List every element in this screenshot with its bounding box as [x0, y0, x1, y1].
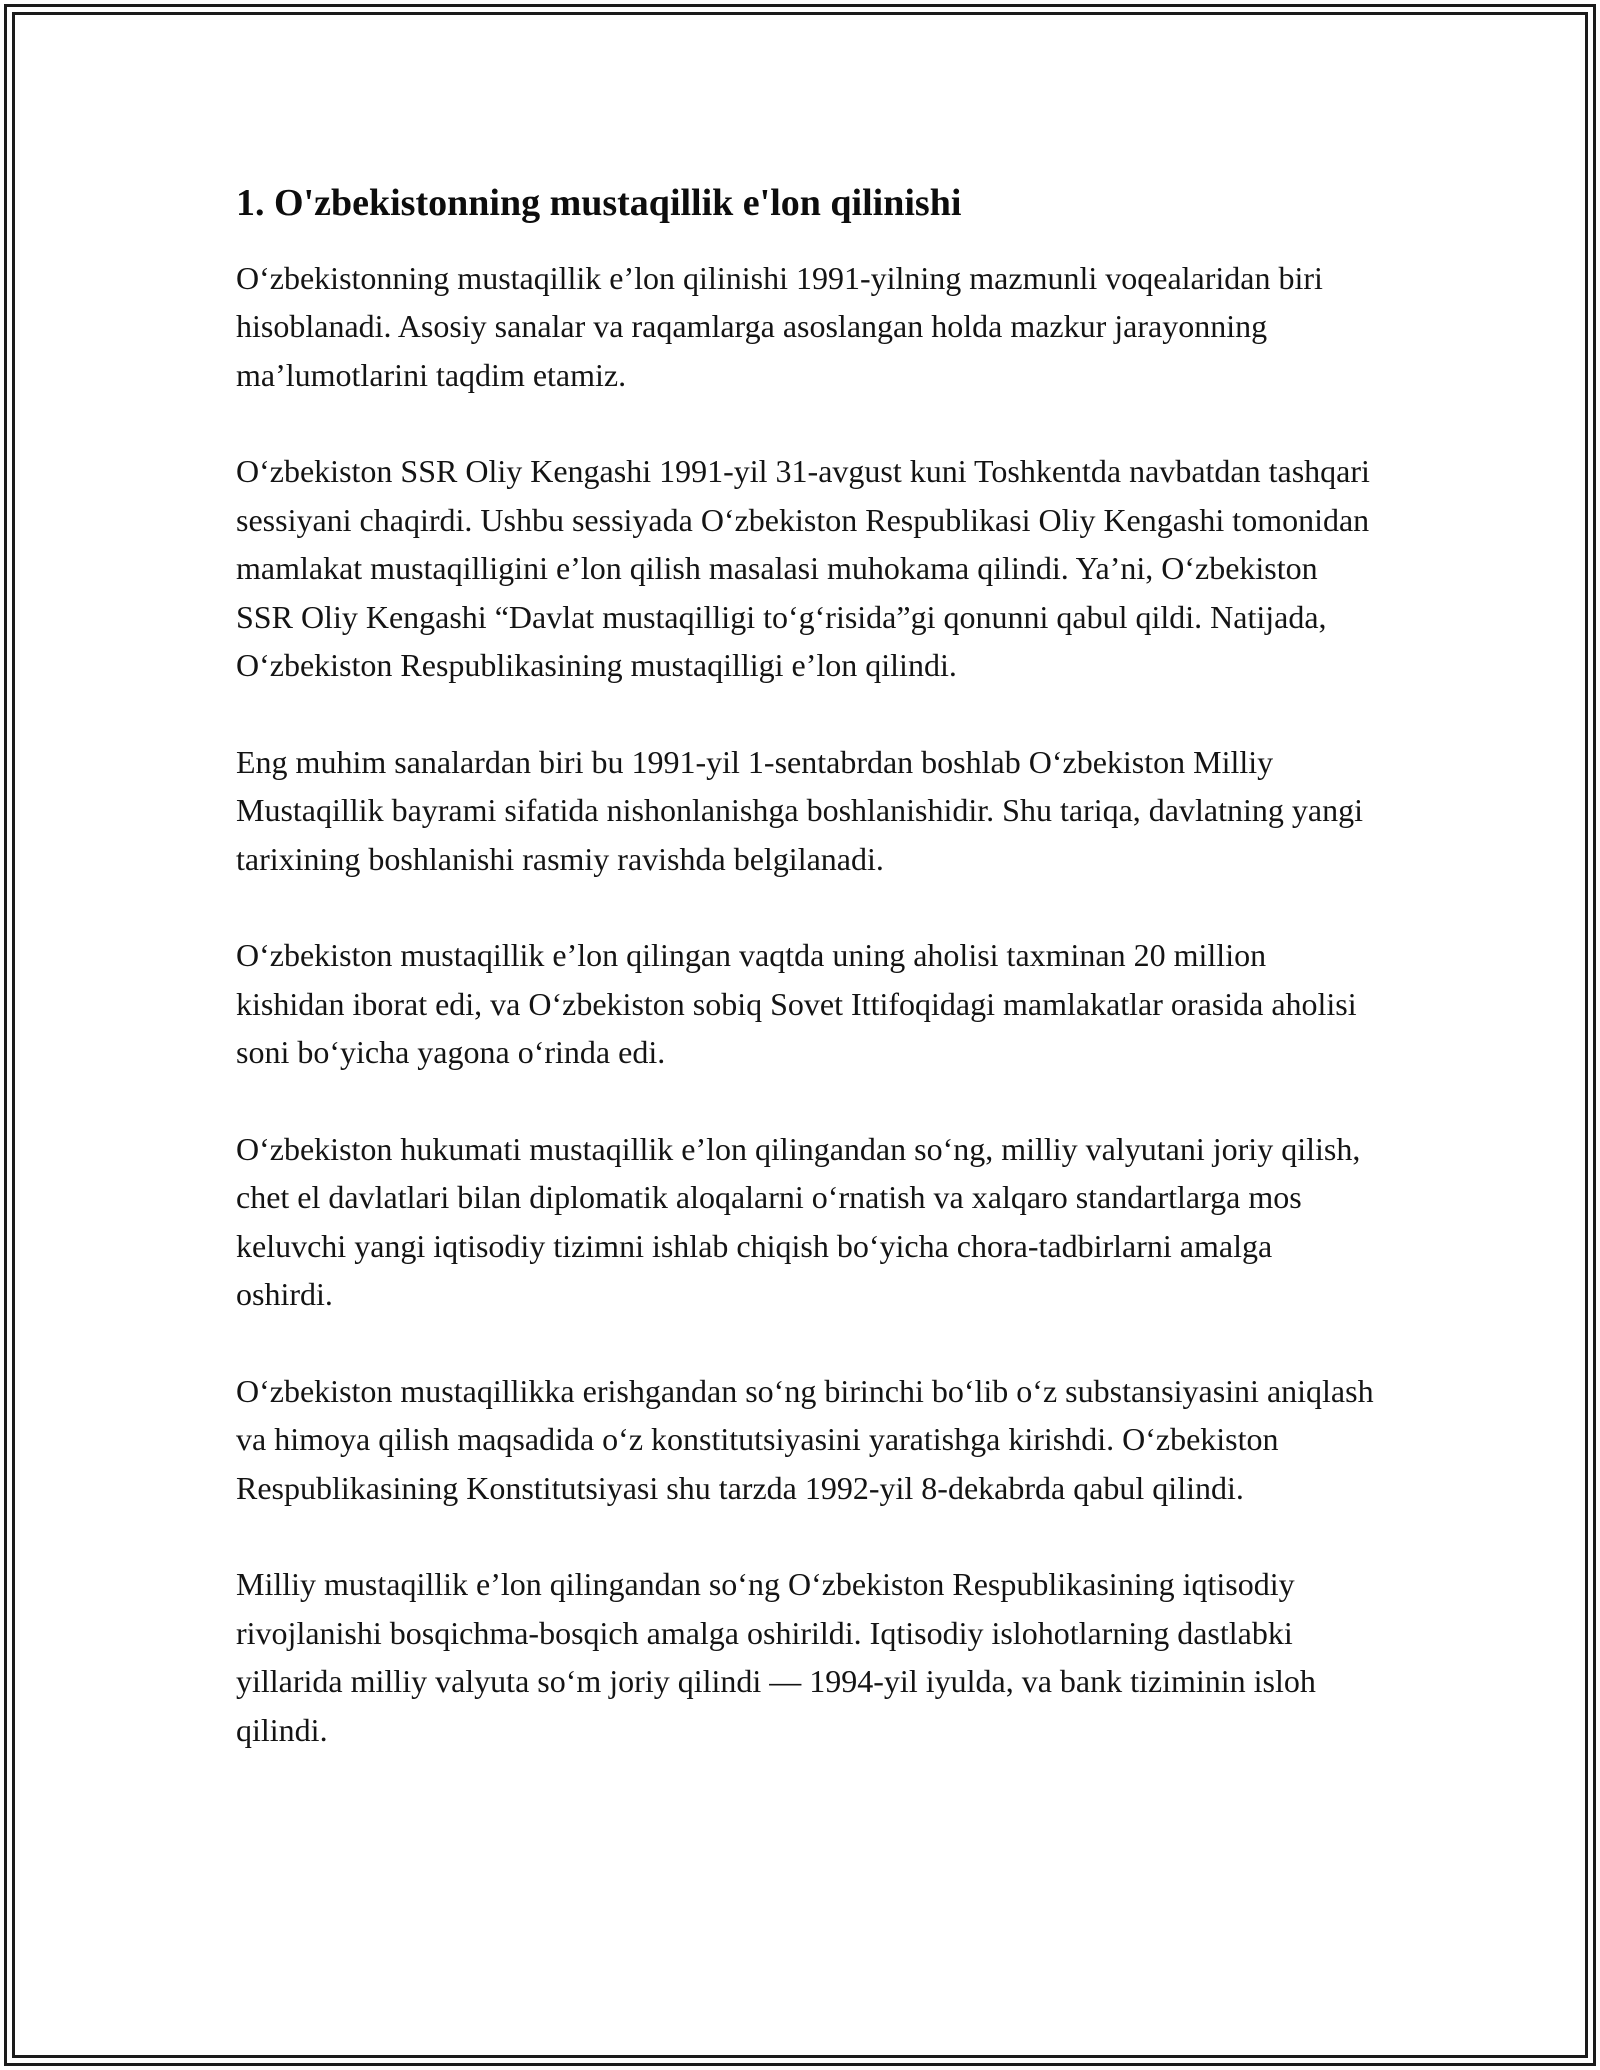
paragraph-government: O‘zbekiston hukumati mustaqillik e’lon qilingandan so‘ng, milliy valyutani joriy qilish, chet el davlatlari bilan diplomatik aloqalarni o‘rnatish va xalqaro standartlarga mos keluvchi yangi iqtisodiy tizimni ishlab chiqish bo‘yicha chora-tadbirlarni amalga oshirdi.	[236, 1130, 1361, 1312]
paragraph-holiday: Eng muhim sanalardan biri bu 1991-yil 1-sentabrdan boshlab O‘zbekiston Milliy Mustaqillik bayrami sifatida nishonlanishga boshlanishidir. Shu tariqa, davlatning yangi tarixining boshlanishi rasmiy ravishda belgilanadi.	[236, 743, 1363, 877]
paragraph-session: O‘zbekiston SSR Oliy Kengashi 1991-yil 31-avgust kuni Toshkentda navbatdan tashqari sessiyani chaqirdi. Ushbu sessiyada O‘zbekiston Respublikasi Oliy Kengashi tomonidan mamlakat mustaqilligini e’lon qilish masalasi muhokama qilindi. Ya’ni, O‘zbekiston SSR Oliy Kengashi “Davlat mustaqilligi to‘g‘risida”gi qonunni qabul qildi. Natijada, O‘zbekiston Respublikasining mustaqilligi e’lon qilindi.	[236, 453, 1370, 683]
document-body	[236, 180, 1376, 1802]
paragraph-population: O‘zbekiston mustaqillik e’lon qilingan vaqtda uning aholisi taxminan 20 million kishidan iborat edi, va O‘zbekiston sobiq Sovet Ittifoqidagi mamlakatlar orasida aholisi soni bo‘yicha yagona o‘rinda edi.	[236, 937, 1357, 1070]
paragraph-economy: Milliy mustaqillik e’lon qilingandan so‘ng O‘zbekiston Respublikasining iqtisodiy rivojlanishi bosqichma-bosqich amalga oshirildi. Iqtisodiy islohotlarning dastlabki yillarida milliy valyuta so‘m joriy qilindi — 1994-yil iyulda, va bank tiziminin isloh qilindi.	[236, 1566, 1316, 1748]
section-title: 1. O'zbekistonning mustaqillik e'lon qilinishi	[236, 182, 962, 224]
paragraph-intro: O‘zbekistonning mustaqillik e’lon qilinishi 1991-yilning mazmunli voqealaridan biri hisoblanadi. Asosiy sanalar va raqamlarga asoslangan holda mazkur jarayonning ma’lumotlarini taqdim etamiz.	[236, 259, 1323, 393]
paragraph-constitution: O‘zbekiston mustaqillikka erishgandan so‘ng birinchi bo‘lib o‘z substansiyasini aniqlash va himoya qilish maqsadida o‘z konstitutsiyasini yaratishga kirishdi. O‘zbekiston Respublikasining Konstitutsiyasi shu tarzda 1992-yil 8-dekabrda qabul qilindi.	[236, 1372, 1374, 1506]
